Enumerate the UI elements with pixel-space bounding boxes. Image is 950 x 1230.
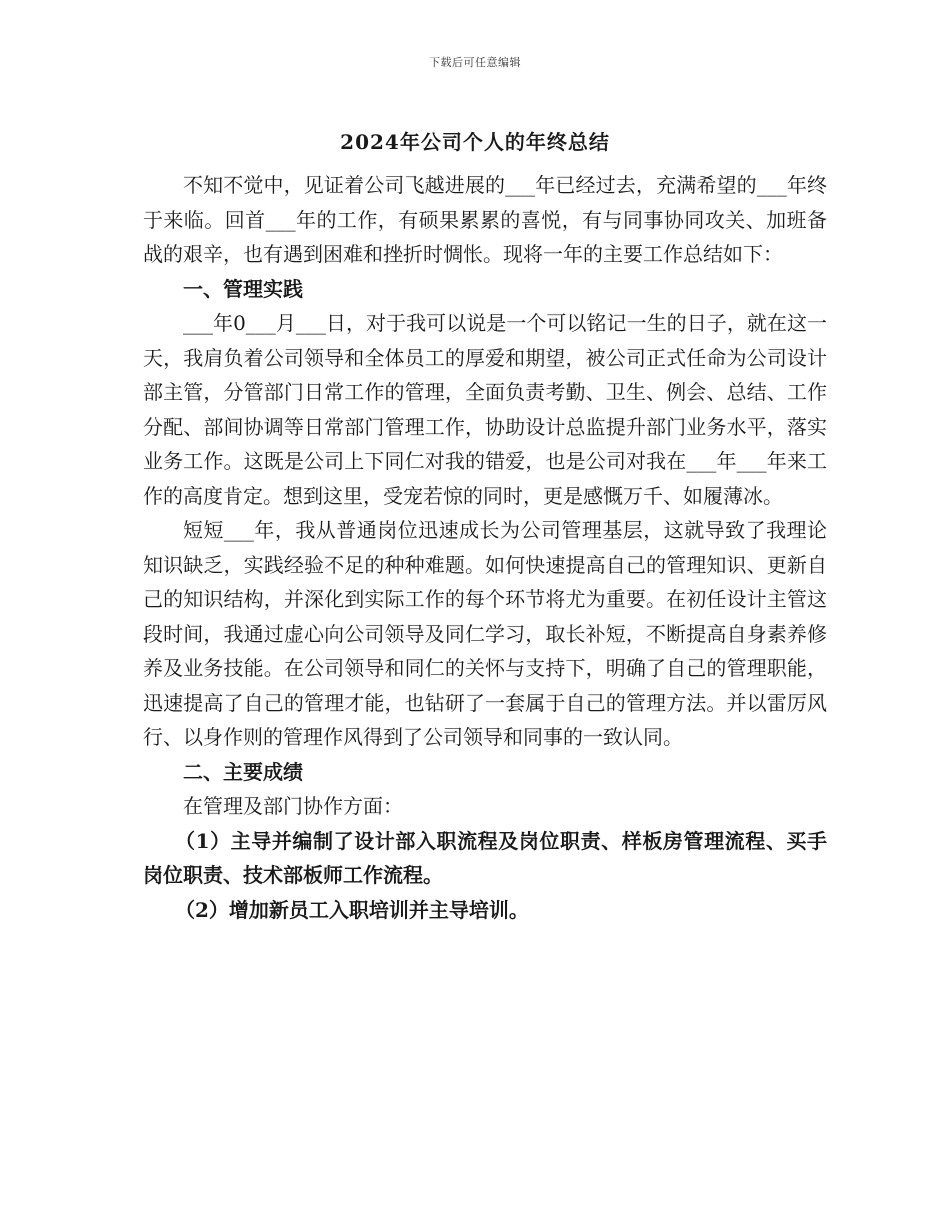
header-note: 下载后可任意编辑 <box>429 56 521 69</box>
list-item-2: （2）增加新员工入职培训并主导培训。 <box>175 897 529 922</box>
paragraph-appointment: ___年0___月___日，对于我可以说是一个可以铭记一生的日子，就在这一天，我肩负着公司领导和全体员工的厚爱和期望，被公司正式任命为公司设计部主管，分管部门日常工作的管理，全面负责考勤、卫生、例会、总结、工作分配、部间协调等日常部门管理工作，协助设计总监提升部门业务水平，落实业务工作。这既是公司上下同仁对我的错爱，也是公司对我在___年___年来工作的高度肯定。想到这里，受宠若惊的同时，更是感慨万千、如履薄冰。 <box>143 311 827 508</box>
list-item-1: （1）主导并编制了设计部入职流程及岗位职责、样板房管理流程、买手岗位职责、技术部板师工作流程。 <box>143 828 827 887</box>
paragraph-intro: 不知不觉中，见证着公司飞越进展的___年已经过去，充满希望的___年终于来临。回首___年的工作，有硕果累累的喜悦，有与同事协同攻关、加班备战的艰辛，也有遇到困难和挫折时惆怅。现将一年的主要工作总结如下： <box>143 173 827 266</box>
section-heading-management: 一、管理实践 <box>183 276 303 301</box>
paragraph-collaboration: 在管理及部门协作方面： <box>183 794 403 818</box>
document-title: 2024年公司个人的年终总结 <box>340 130 610 154</box>
document-body <box>143 168 827 927</box>
paragraph-growth: 短短___年，我从普通岗位迅速成长为公司管理基层，这就导致了我理论知识缺乏，实践经验不足的种种难题。如何快速提高自己的管理知识、更新自己的知识结构，并深化到实际工作的每个环节将尤为重要。在初任设计主管这段时间，我通过虚心向公司领导及同仁学习，取长补短，不断提高自身素养修养及业务技能。在公司领导和同仁的关怀与支持下，明确了自己的管理职能，迅速提高了自己的管理才能，也钻研了一套属于自己的管理方法。并以雷厉风行、以身作则的管理作风得到了公司领导和同事的一致认同。 <box>143 518 827 749</box>
section-heading-achievements: 二、主要成绩 <box>183 759 303 784</box>
